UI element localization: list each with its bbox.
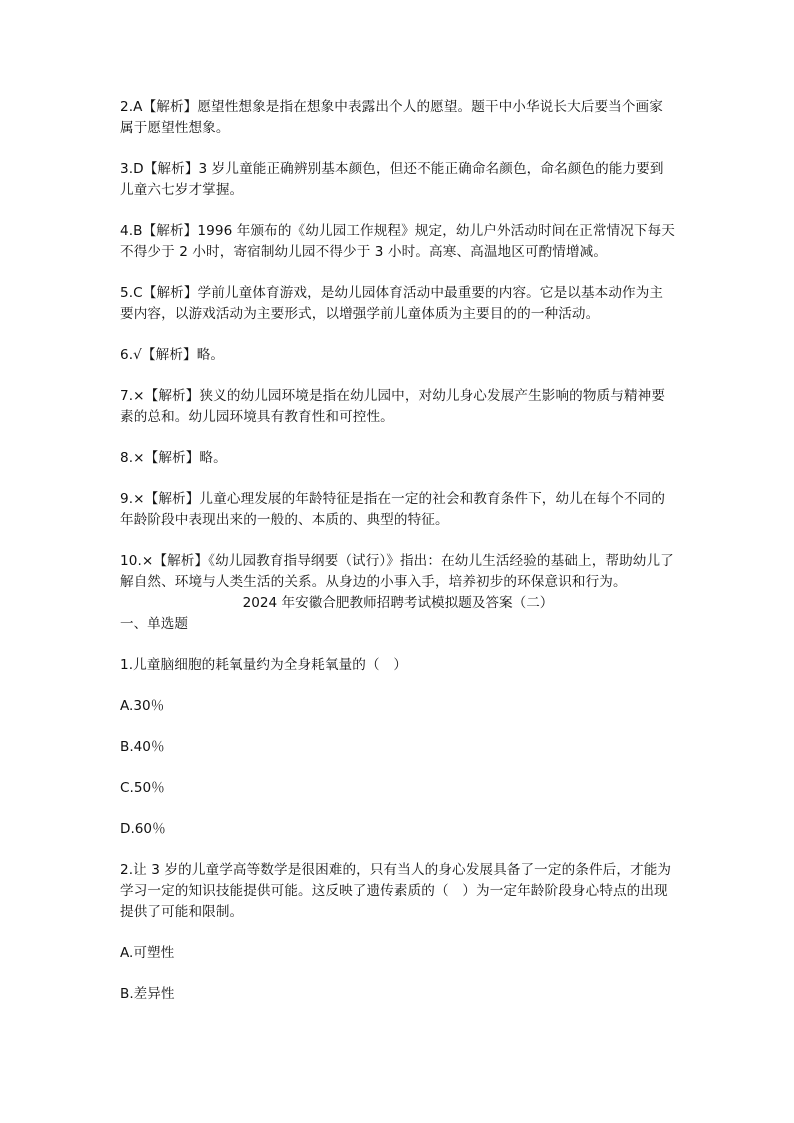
question-2-option-b: B.差异性 <box>120 986 175 1002</box>
answer-explanation-5: 5.C【解析】学前儿童体育游戏，是幼儿园体育活动中最重要的内容。它是以基本动作为主要内容，以游戏活动为主要形式，以增强学前儿童体质为主要目的的一种活动。 <box>120 285 664 322</box>
answer-explanation-4: 4.B【解析】1996 年颁布的《幼儿园工作规程》规定，幼儿户外活动时间在正常情况下每天不得少于 2 小时，寄宿制幼儿园不得少于 3 小时。高寒、高温地区可酌情增减。 <box>120 223 675 260</box>
question-stem-1: 1.儿童脑细胞的耗氧量约为全身耗氧量的（ ） <box>120 657 408 673</box>
answer-explanation-8: 8.×【解析】略。 <box>120 450 227 466</box>
document-content <box>120 97 676 1025</box>
question-1-option-a: A.30％ <box>120 698 165 714</box>
answer-explanation-9: 9.×【解析】儿童心理发展的年龄特征是指在一定的社会和教育条件下，幼儿在每个不同的年龄阶段中表现出来的一般的、本质的、典型的特征。 <box>120 491 666 528</box>
answer-explanation-10: 10.×【解析】《幼儿园教育指导纲要（试行）》指出：在幼儿生活经验的基础上，帮助幼儿了解自然、环境与人类生活的关系。从身边的小事入手，培养初步的环保意识和行为。 <box>120 553 674 590</box>
document-title: 2024 年安徽合肥教师招聘考试模拟题及答案（二） <box>242 595 554 611</box>
question-stem-2: 2.让 3 岁的儿童学高等数学是很困难的，只有当人的身心发展具备了一定的条件后，才能为学习一定的知识技能提供可能。这反映了遗传素质的（ ）为一定年龄阶段身心特点的出现提供了可能和限制。 <box>120 862 672 920</box>
section-heading: 一、单选题 <box>120 616 188 632</box>
question-1-option-c: C.50％ <box>120 780 165 796</box>
question-1-option-d: D.60％ <box>120 821 166 837</box>
answer-explanation-7: 7.×【解析】狭义的幼儿园环境是指在幼儿园中，对幼儿身心发展产生影响的物质与精神要素的总和。幼儿园环境具有教育性和可控性。 <box>120 388 666 425</box>
answer-explanation-2: 2.A【解析】愿望性想象是指在想象中表露出个人的愿望。题干中小华说长大后要当个画家属于愿望性想象。 <box>120 99 663 136</box>
answer-explanation-3: 3.D【解析】3 岁儿童能正确辨别基本颜色，但还不能正确命名颜色，命名颜色的能力要到儿童六七岁才掌握。 <box>120 161 664 198</box>
question-2-option-a: A.可塑性 <box>120 945 175 961</box>
question-1-option-b: B.40％ <box>120 739 165 755</box>
answer-explanation-6: 6.√【解析】略。 <box>120 347 225 363</box>
